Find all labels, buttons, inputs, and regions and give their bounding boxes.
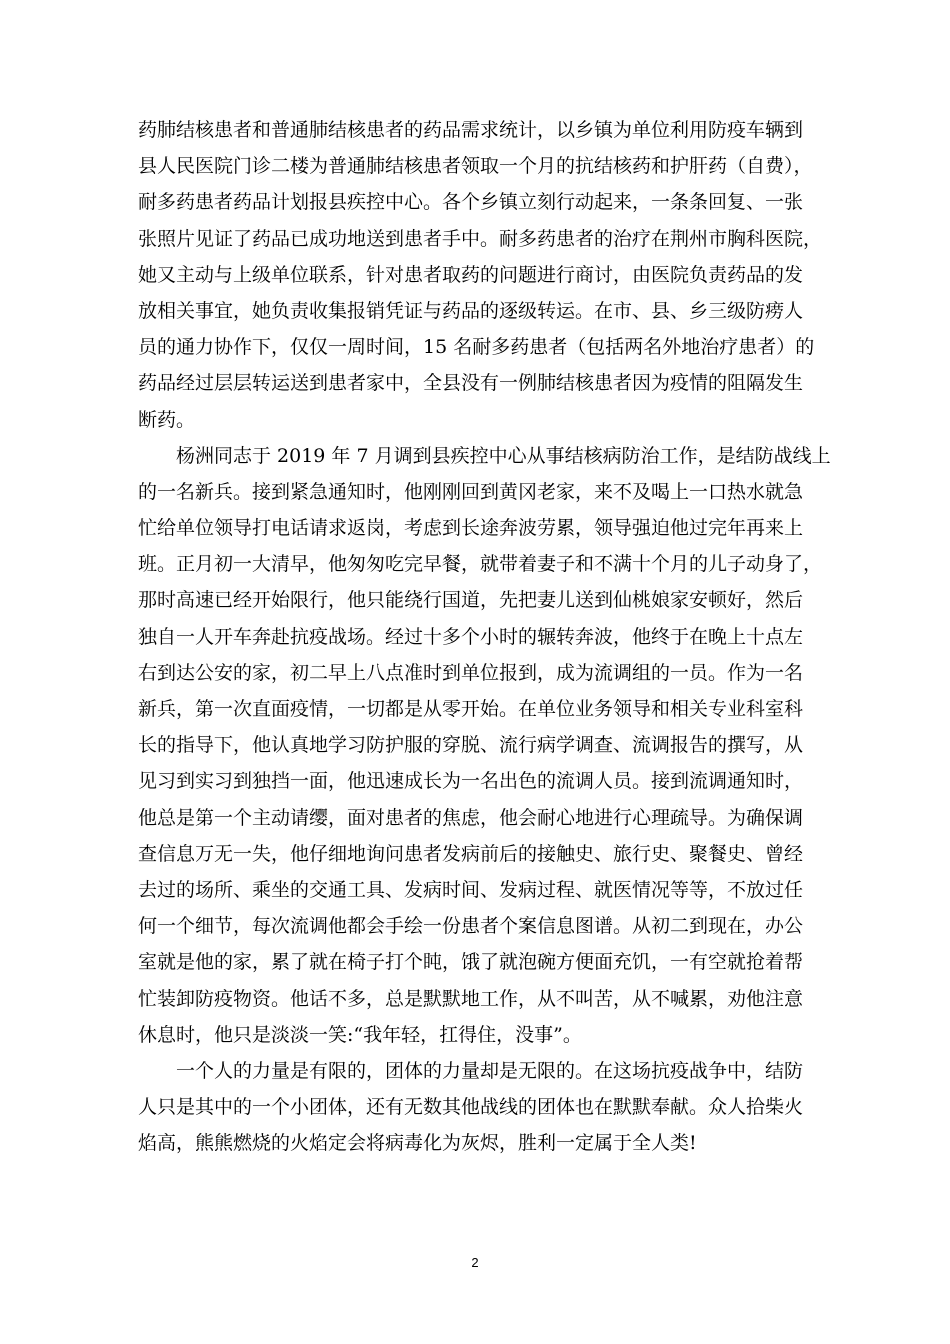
- text-line: 药品经过层层转运送到患者家中，全县没有一例肺结核患者因为疫情的阻隔发生: [138, 372, 804, 395]
- text-line: 何一个细节，每次流调他都会手绘一份患者个案信息图谱。从初二到现在，办公: [138, 915, 804, 938]
- text-line: 县人民医院门诊二楼为普通肺结核患者领取一个月的抗结核药和护肝药（自费），: [138, 155, 813, 178]
- text-line: 室就是他的家，累了就在椅子打个盹，饿了就泡碗方便面充饥，一有空就抢着帮: [138, 951, 804, 974]
- text-line: 去过的场所、乘坐的交通工具、发病时间、发病过程、就医情况等等，不放过任: [138, 878, 804, 901]
- text-line: 药肺结核患者和普通肺结核患者的药品需求统计，以乡镇为单位利用防疫车辆到: [138, 119, 804, 141]
- text-line: 查信息万无一失，他仔细地询问患者发病前后的接触史、旅行史、聚餐史、曾经: [138, 842, 804, 865]
- text-line: 她又主动与上级单位联系，针对患者取药的问题进行商讨，由医院负责药品的发: [138, 263, 804, 286]
- text-line: 右到达公安的家，初二早上八点准时到单位报到，成为流调组的一员。作为一名: [138, 661, 804, 684]
- text-line: 断药。: [138, 408, 196, 431]
- text-line: 杨洲同志于 2019 年 7 月调到县疾控中心从事结核病防治工作，是结防战线上: [138, 444, 831, 467]
- text-line: 那时高速已经开始限行，他只能绕行国道，先把妻儿送到仙桃娘家安顿好，然后: [138, 589, 804, 612]
- text-line: 的一名新兵。接到紧急通知时，他刚刚回到黄冈老家，来不及喝上一口热水就急: [138, 480, 804, 503]
- text-line: 新兵，第一次直面疫情，一切都是从零开始。在单位业务领导和相关专业科室科: [138, 698, 804, 720]
- body-text: [138, 112, 838, 1161]
- text-line: 张照片见证了药品已成功地送到患者手中。耐多药患者的治疗在荆州市胸科医院，: [138, 227, 823, 250]
- text-line: 长的指导下，他认真地学习防护服的穿脱、流行病学调查、流调报告的撰写，从: [138, 734, 804, 757]
- text-line: 忙装卸防疫物资。他话不多，总是默默地工作，从不叫苦，从不喊累，劝他注意: [138, 987, 804, 1010]
- text-line: 见习到实习到独挡一面，他迅速成长为一名出色的流调人员。接到流调通知时，: [138, 770, 804, 793]
- text-line: 休息时，他只是淡淡一笑:“我年轻，扛得住，没事”。: [138, 1023, 582, 1046]
- text-line: 独自一人开车奔赴抗疫战场。经过十多个小时的辗转奔波，他终于在晚上十点左: [138, 625, 804, 648]
- text-line: 人只是其中的一个小团体，还有无数其他战线的团体也在默默奉献。众人拾柴火: [138, 1096, 804, 1119]
- text-line: 耐多药患者药品计划报县疾控中心。各个乡镇立刻行动起来，一条条回复、一张: [138, 191, 804, 214]
- text-line: 员的通力协作下，仅仅一周时间，15 名耐多药患者（包括两名外地治疗患者）的: [138, 336, 815, 359]
- text-line: 他总是第一个主动请缨，面对患者的焦虑，他会耐心地进行心理疏导。为确保调: [138, 806, 804, 829]
- text-line: 放相关事宜，她负责收集报销凭证与药品的逐级转运。在市、县、乡三级防痨人: [138, 299, 804, 322]
- text-line: 一个人的力量是有限的，团体的力量却是无限的。在这场抗疫战争中，结防: [138, 1059, 804, 1082]
- text-line: 班。正月初一大清早，他匆匆吃完早餐，就带着妻子和不满十个月的儿子动身了，: [138, 553, 823, 576]
- text-line: 忙给单位领导打电话请求返岗，考虑到长途奔波劳累，领导强迫他过完年再来上: [138, 517, 804, 540]
- page-number: 2: [471, 1255, 479, 1270]
- text-line: 焰高，熊熊燃烧的火焰定会将病毒化为灰烬，胜利一定属于全人类!: [138, 1132, 697, 1155]
